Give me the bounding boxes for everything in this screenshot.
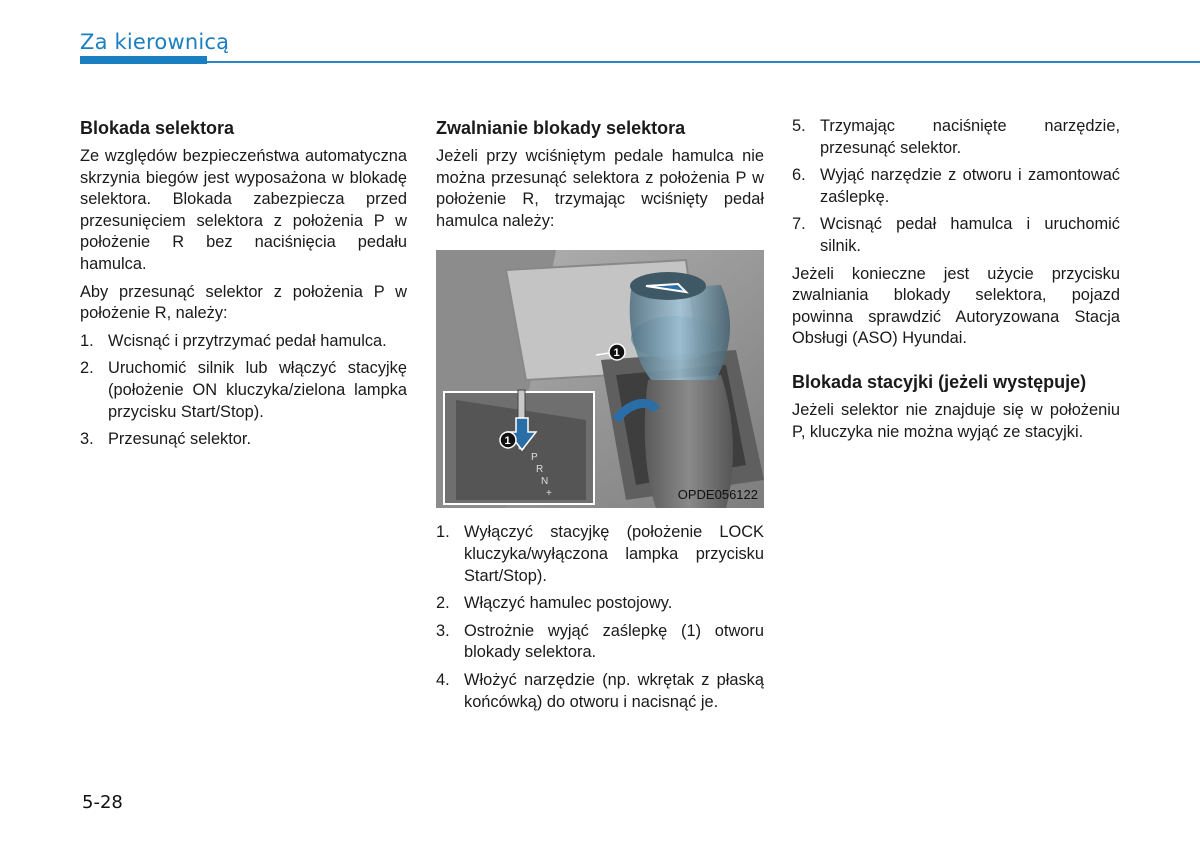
- step-number: 6.: [792, 166, 806, 185]
- step-number: 2.: [436, 594, 450, 613]
- step-text: Wyjąć narzędzie z otworu i zamontować zaślepkę.: [820, 166, 1120, 206]
- gear-label: +: [546, 488, 552, 500]
- list-item: [436, 522, 764, 587]
- step-text: Trzymając naciśnięte narzędzie, przesunąć selektor.: [820, 117, 1120, 157]
- step-text: Ostrożnie wyjąć zaślepkę (1) otworu blokady selektora.: [464, 621, 764, 662]
- step-text: Wcisnąć pedał hamulca i uruchomić silnik.: [820, 215, 1120, 255]
- section-heading-shift-lock-release: Zwalnianie blokady selektora: [436, 118, 686, 138]
- step-text: Wyłączyć stacyjkę (położenie LOCK kluczyka/wyłączona lampka przycisku Start/Stop).: [464, 523, 764, 585]
- list-item: [80, 358, 407, 423]
- step-number: 1.: [80, 331, 94, 350]
- paragraph: Jeżeli selektor nie znajduje się w położeniu P, kluczyka nie można wyjąć ze stacyjki.: [792, 400, 1120, 441]
- gear-label: P: [531, 452, 538, 464]
- gear-label: R: [536, 464, 544, 476]
- list-item: [80, 331, 407, 353]
- step-number: 2.: [80, 359, 94, 378]
- list-item: [80, 429, 407, 451]
- step-list: [792, 116, 1120, 258]
- column-2: [436, 116, 764, 719]
- step-number: 3.: [436, 621, 450, 640]
- spacer: [792, 356, 1120, 370]
- section-heading-ignition-lock: Blokada stacyjki (jeżeli występuje): [792, 371, 1087, 392]
- step-text: Przesunąć selektor.: [108, 430, 252, 449]
- page-number: 5-28: [82, 792, 123, 813]
- gear-label: N: [541, 476, 549, 488]
- list-item: [792, 116, 1120, 159]
- step-number: 4.: [436, 670, 450, 689]
- step-number: 5.: [792, 117, 806, 135]
- list-item: [436, 670, 764, 713]
- step-list: [80, 331, 407, 451]
- figure-code: OPDE056122: [677, 486, 758, 502]
- shift-lock-release-illustration: [436, 250, 764, 508]
- paragraph: Ze względów bezpieczeństwa automatyczna skrzynia biegów jest wyposażona w blokadę selektora. Blokada zabezpiecza przed przesunięciem selektora z położenia P w położenie R bez naciśnięcia pedału hamulca.: [80, 147, 407, 273]
- callout-number: 1: [504, 435, 511, 448]
- step-number: 1.: [436, 523, 450, 542]
- section-heading-shift-lock: Blokada selektora: [80, 118, 235, 138]
- step-list: [436, 522, 764, 713]
- list-item: [792, 165, 1120, 208]
- paragraph: Jeżeli konieczne jest użycie przycisku zwalniania blokady selektora, pojazd powinna sprawdzić Autoryzowana Stacja Obsługi (ASO) Hyundai.: [792, 264, 1120, 348]
- header-accent-bar: [80, 56, 207, 64]
- step-number: 3.: [80, 430, 94, 449]
- step-text: Uruchomić silnik lub włączyć stacyjkę (położenie ON kluczyka/zielona lampka przycisku Start/Stop).: [108, 359, 407, 421]
- paragraph: Jeżeli przy wciśniętym pedale hamulca nie można przesunąć selektora z położenia P w położenie R, trzymając wciśnięty pedał hamulca należy:: [436, 147, 764, 230]
- column-1: [80, 116, 407, 457]
- paragraph: Aby przesunąć selektor z położenia P w położenie R, należy:: [80, 282, 407, 323]
- step-text: Włączyć hamulec postojowy.: [464, 594, 673, 613]
- callout-number: 1: [613, 347, 620, 360]
- header-title: Za kierownicą: [80, 30, 230, 54]
- step-text: Włożyć narzędzie (np. wkrętak z płaską końcówką) do otworu i nacisnąć je.: [464, 670, 764, 711]
- header-rule: [80, 61, 1200, 63]
- gear-selector-drawing: [436, 250, 764, 508]
- step-number: 7.: [792, 215, 806, 234]
- column-3: [792, 116, 1120, 449]
- list-item: [792, 214, 1120, 257]
- list-item: [436, 621, 764, 664]
- step-text: Wcisnąć i przytrzymać pedał hamulca.: [108, 331, 387, 350]
- list-item: [436, 593, 764, 615]
